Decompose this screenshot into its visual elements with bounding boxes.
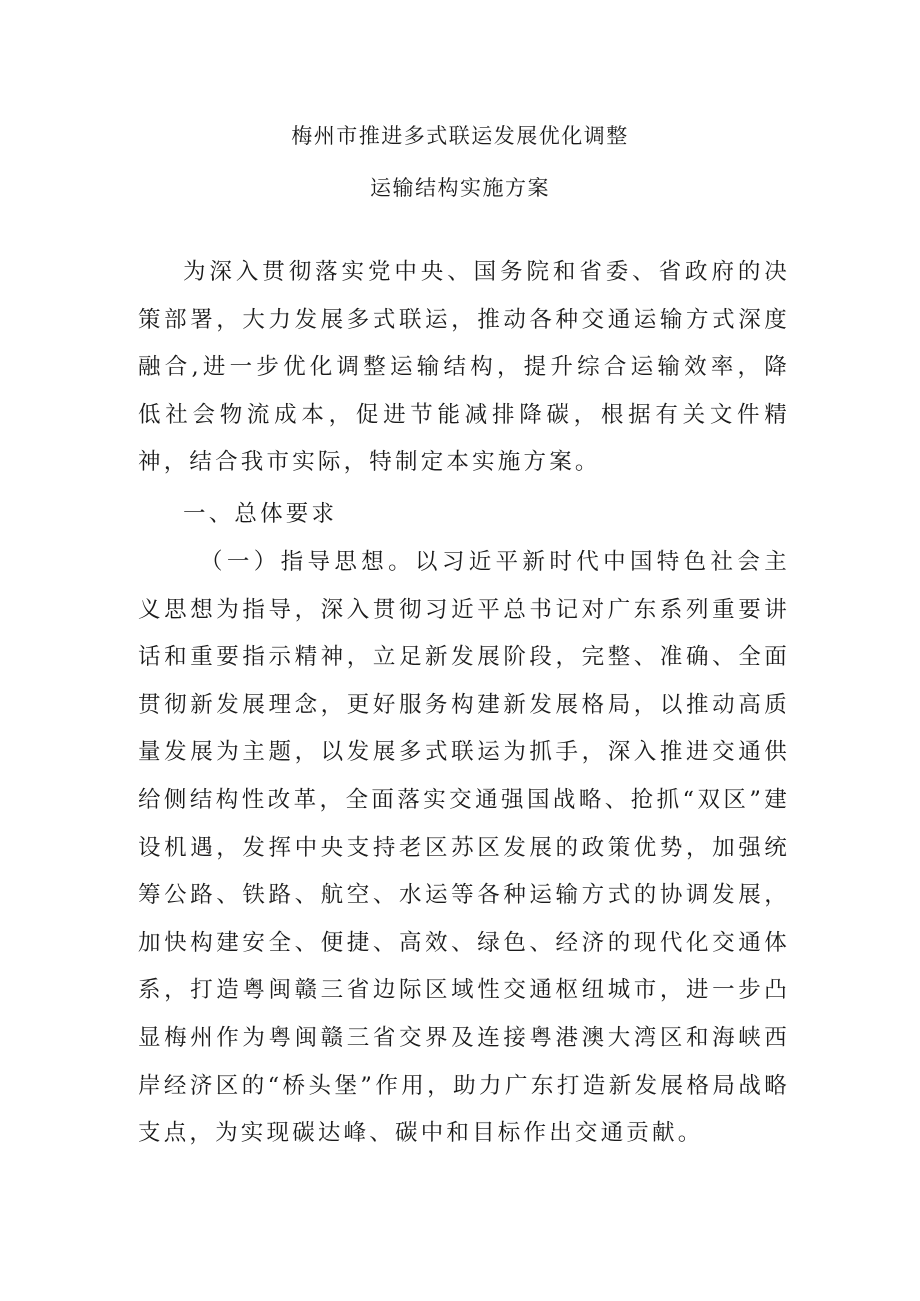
- guiding-ideology-paragraph: （一）指导思想。以习近平新时代中国特色社会主义思想为指导，深入贯彻习近平总书记对广东系列重要讲话和重要指示精神，立足新发展阶段，完整、准确、全面贯彻新发展理念，更好服务构建新发展格局，以推动高质量发展为主题，以发展多式联运为抓手，深入推进交通供给侧结构性改革，全面落实交通强国战略、抢抓“双区”建设机遇，发挥中央支持老区苏区发展的政策优势，加强统筹公路、铁路、航空、水运等各种运输方式的协调发展，加快构建安全、便捷、高效、绿色、经济的现代化交通体系，打造粤闽赣三省边际区域性交通枢纽城市，进一步凸显梅州作为粤闽赣三省交界及连接粤港澳大湾区和海峡西岸经济区的“桥头堡”作用，助力广东打造新发展格局战略支点，为实现碳达峰、碳中和目标作出交通贡献。: [138, 549, 790, 1147]
- document-title-line2: 运输结构实施方案: [370, 176, 550, 200]
- document-title-line1: 梅州市推进多式联运发展优化调整: [291, 124, 629, 148]
- intro-paragraph: 为深入贯彻落实党中央、国务院和省委、省政府的决策部署，大力发展多式联运，推动各种交通运输方式深度融合,进一步优化调整运输结构，提升综合运输效率，降低社会物流成本，促进节能减排降碳，根据有关文件精神，结合我市实际，特制定本实施方案。: [138, 259, 790, 476]
- section-heading: 一、总体要求: [183, 501, 338, 527]
